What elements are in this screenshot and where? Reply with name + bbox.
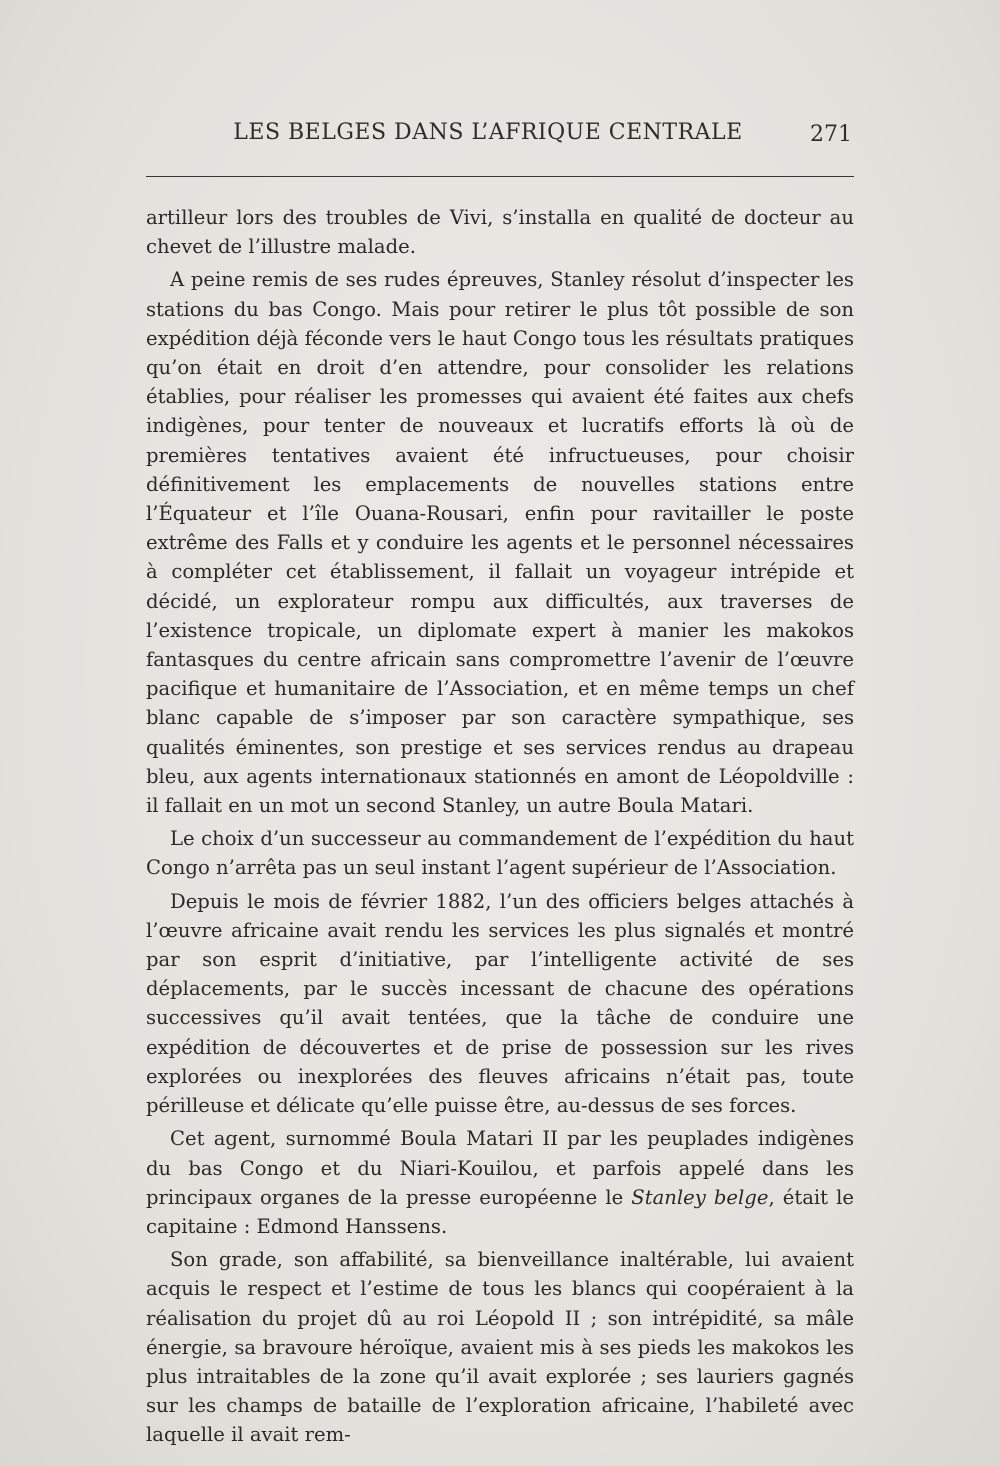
body-text <box>146 203 854 1454</box>
paragraph-5 <box>146 1124 854 1241</box>
running-title: LES BELGES DANS L’AFRIQUE CENTRALE <box>233 120 743 145</box>
paragraph-6: Son grade, son affabilité, sa bienveillance inaltérable, lui avaient acquis le respect et l’estime de tous les blancs qui coopéraient à la réalisation du projet dû au roi Léopold II ; son intrépidité, sa mâle énergie, sa bravoure héroïque, avaient mis à ses pieds les makokos les plus intraitables de la zone qu’il avait explorée ; ses lauriers gagnés sur les champs de bataille de l’exploration africaine, l’habileté avec laquelle il avait rem- <box>146 1248 854 1447</box>
paragraph-3: Le choix d’un successeur au commandement de l’expédition du haut Congo n’arrêta pas un seul instant l’agent supérieur de l’Association. <box>146 827 854 880</box>
paragraph-1: artilleur lors des troubles de Vivi, s’installa en qualité de docteur au chevet de l’illustre malade. <box>146 206 854 259</box>
paragraph-4: Depuis le mois de février 1882, l’un des officiers belges attachés à l’œuvre africaine avait rendu les services les plus signalés et montré par son esprit d’initiative, par l’intelligente activité de ses déplacements, par le succès incessant de chacune des opérations successives qu’il avait tentées, que la tâche de conduire une expédition de découvertes et de prise de possession sur les rives explorées ou inexplorées des fleuves africains n’était pas, toute périlleuse et délicate qu’elle puisse être, au-dessus de ses forces. <box>146 889 854 1118</box>
paragraph-2: A peine remis de ses rudes épreuves, Stanley résolut d’inspecter les stations du bas Congo. Mais pour retirer le plus tôt possible de son expédition déjà féconde vers le haut Congo tous les résultats pratiques qu’on était en droit d’en attendre, pour consolider les relations établies, pour réaliser les promesses qui avaient été faites aux chefs indigènes, pour tenter de nouveaux et lucratifs efforts là où de premières tentatives avaient été infructueuses, pour choisir définitivement les emplacements de nouvelles stations entre l’Équateur et l’île Ouana-Rousari, enfin pour ravitailler le poste extrême des Falls et y conduire les agents et le personnel nécessaires à compléter cet établissement, il fallait un voyageur intrépide et décidé, un explorateur rompu aux difficultés, aux traverses de l’existence tropicale, un diplomate expert à manier les makokos fantasques du centre africain sans compromettre l’avenir de l’œuvre pacifique et humanitaire de l’Association, et en même temps un chef blanc capable de s’imposer par son caractère sympathique, ses qualités éminentes, son prestige et ses services rendus au drapeau bleu, aux agents internationaux stationnés en amont de Léopoldville : il fallait en un mot un second Stanley, un autre Boula Matari. <box>146 268 854 818</box>
page-number: 271 <box>810 122 852 147</box>
header-rule <box>146 176 854 177</box>
italic-phrase: Stanley belge <box>631 1185 769 1209</box>
page-header <box>146 116 854 156</box>
paragraph-5-text-end: , était le capitaine : Edmond Hanssens. <box>146 1185 854 1238</box>
paragraph-5-text-start: Cet agent, surnommé Boula Matari II par les peuplades indigènes du bas Congo et du Niari-Kouilou, et parfois appelé dans les principaux organes de la presse européenne le <box>146 1127 854 1209</box>
